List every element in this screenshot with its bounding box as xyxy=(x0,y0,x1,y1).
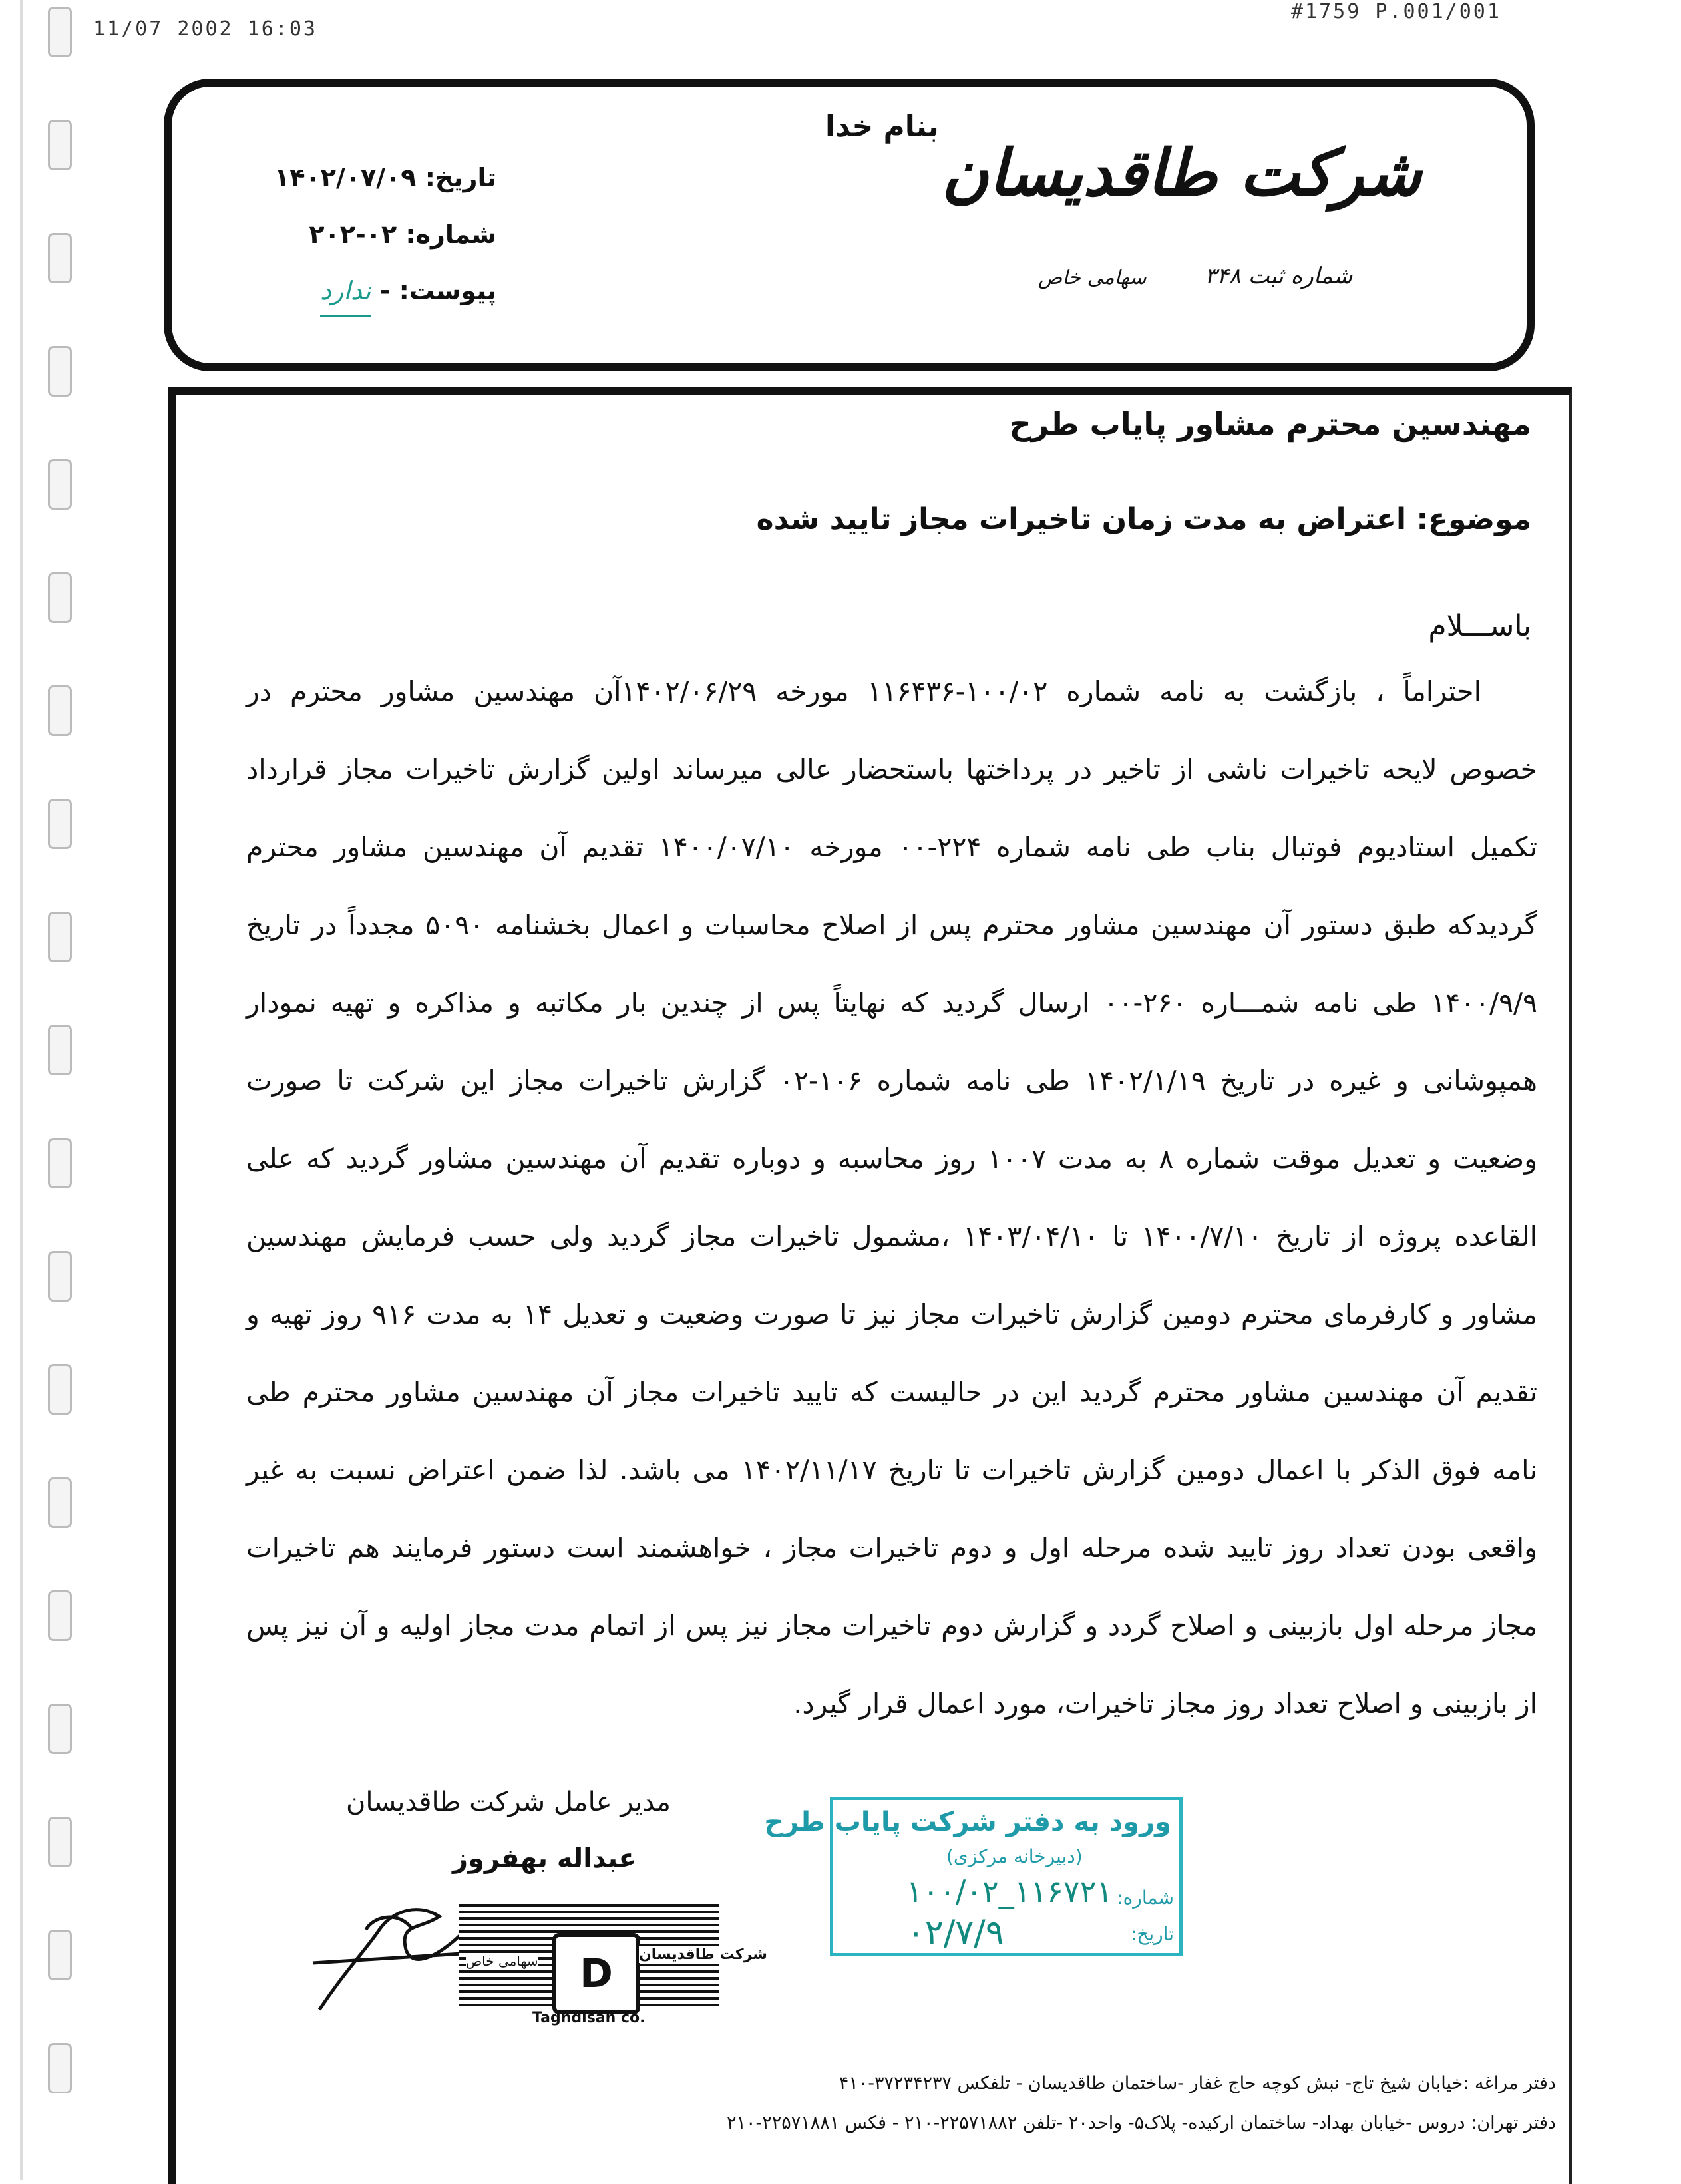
date-value: ۱۴۰۲/۰۷/۰۹ xyxy=(274,163,417,192)
binder-hole xyxy=(48,685,72,736)
binder-hole xyxy=(48,459,72,510)
binder-hole xyxy=(48,912,72,962)
binder-hole xyxy=(48,1364,72,1415)
fax-page-info: #1759 P.001/001 xyxy=(1291,0,1501,23)
seal-text-en: Taghdisan co. xyxy=(532,2010,646,2026)
seal-text-type: سهامی خاص xyxy=(466,1953,538,1969)
binder-hole xyxy=(48,233,72,283)
paragraph-line: احتراماً ، بازگشت به نامه شماره ۱۰۰/۰۲-۱۱۶۴۳۶ مورخه ۱۴۰۲/۰۶/۲۹آن مهندسین مشاور محترم در xyxy=(246,675,1481,707)
attachment-value: ندارد xyxy=(320,276,371,317)
paragraph-line: تکمیل استادیوم فوتبال بناب طی نامه شماره ۲۲۴-۰۰ مورخه ۱۴۰۰/۰۷/۱۰ تقدیم آن مهندسین مشاور محترم xyxy=(246,831,1537,863)
binder-hole xyxy=(48,1477,72,1528)
fax-datetime: 11/07 2002 16:03 xyxy=(93,17,317,41)
number-value: ۰۲-۲۰۲ xyxy=(309,220,397,249)
paragraph-line: ۱۴۰۰/۹/۹ طی نامه شمـــاره ۲۶۰-۰۰ ارسال گردید که نهایتاً پس از چندین بار مکاتبه و مذاکره و تهیه نمودار xyxy=(246,987,1537,1019)
footer-maragheh-office: دفتر مراغه :خیابان شیخ تاج- نبش کوچه حاج غفار -ساختمان طاقدیسان - تلفکس ۳۷۲۳۴۲۳۷-۴۱۰ xyxy=(839,2073,1556,2093)
binder-hole xyxy=(48,572,72,623)
binder-hole xyxy=(48,2043,72,2093)
letter-number xyxy=(309,220,496,249)
number-label: شماره: xyxy=(405,220,496,249)
paragraph-line: تقدیم آن مهندسین مشاور محترم گردید این در حالیست که تایید تاخیرات مجاز آن مهندسین مشاور محترم طی xyxy=(246,1376,1537,1408)
paragraph-line: نامه فوق الذکر با اعمال دومین گزارش تاخیرات تا تاریخ ۱۴۰۲/۱۱/۱۷ می باشد. لذا ضمن اعتراض نسبت به غیر xyxy=(246,1454,1537,1486)
binder-hole xyxy=(48,1590,72,1641)
signature-icon xyxy=(306,1890,479,2023)
page-edge xyxy=(20,0,23,2180)
company-seal xyxy=(459,1900,767,2033)
paragraph-line: مجاز مرحله اول بازبینی و اصلاح گردد و گزارش دوم تاخیرات مجاز نیز پس از اتمام مدت مجاز اولیه و آن نیز پس xyxy=(246,1610,1537,1642)
stamp-subtitle: (دبیرخانه مرکزی) xyxy=(946,1845,1083,1867)
received-stamp xyxy=(764,1797,1183,1956)
binder-hole xyxy=(48,1930,72,1980)
stamp-date-label: تاریخ: xyxy=(1130,1923,1174,1945)
paragraph-line: القاعده پروژه از تاریخ ۱۴۰۰/۷/۱۰ تا ۱۴۰۳/۰۴/۱۰ ،مشمول تاخیرات مجاز گردید ولی حسب فرمایش مهندسین xyxy=(246,1220,1537,1252)
binder-hole xyxy=(48,1251,72,1302)
seal-logo-icon: D xyxy=(552,1933,640,2014)
paragraph-line: واقعی بودن تعداد روز تایید شده مرحله اول و دوم تاخیرات مجاز ، خواهشمند است دستور فرمایند هم تاخیرات xyxy=(246,1532,1537,1564)
signatory-title: مدیر عامل شرکت طاقدیسان xyxy=(346,1787,671,1817)
subject: موضوع: اعتراض به مدت زمان تاخیرات مجاز تایید شده xyxy=(756,502,1531,536)
signatory-name: عبداله بهفروز xyxy=(453,1843,637,1874)
stamp-number-value: ۱۰۰/۰۲_۱۱۶۷۲۱ xyxy=(906,1873,1113,1909)
binder-hole xyxy=(48,1138,72,1188)
stamp-number-label: شماره: xyxy=(1117,1887,1174,1909)
date-label: تاریخ: xyxy=(425,163,496,192)
letter-date xyxy=(274,163,496,192)
company-type: سهامی خاص xyxy=(1038,266,1147,289)
binder-hole xyxy=(48,799,72,849)
binder-hole xyxy=(48,346,72,397)
paragraph-line: خصوص لایحه تاخیرات ناشی از تاخیر در پرداختها باستحضار عالی میرساند اولین گزارش تاخیرات مجاز قرارداد xyxy=(246,753,1537,785)
paragraph-line: مشاور و کارفرمای محترم دومین گزارش تاخیرات مجاز نیز تا صورت وضعیت و تعدیل ۱۴ به مدت ۹۱۶ روز تهیه و xyxy=(246,1298,1537,1330)
binder-hole xyxy=(48,1025,72,1075)
binder-hole xyxy=(48,120,72,170)
paragraph-line: همپوشانی و غیره در تاریخ ۱۴۰۲/۱/۱۹ طی نامه شماره ۱۰۶-۰۲ گزارش تاخیرات مجاز این شرکت تا صورت xyxy=(246,1065,1537,1097)
stamp-title: ورود به دفتر شرکت پایاب طرح xyxy=(764,1807,1171,1837)
binder-hole xyxy=(48,7,72,57)
letter-attachment xyxy=(320,276,496,305)
company-logo-text: شرکت طاقدیسان xyxy=(942,135,1421,210)
recipient: مهندسین محترم مشاور پایاب طرح xyxy=(1009,406,1531,442)
attachment-label: پیوست: - xyxy=(379,276,496,305)
binder-hole xyxy=(48,1704,72,1754)
seal-text-fa: شرکت طاقدیسان xyxy=(639,1946,767,1963)
basmala: بنام خدا xyxy=(825,110,939,144)
stamp-date-value: ۰۲/۷/۹ xyxy=(906,1913,1004,1953)
paragraph-line: وضعیت و تعدیل موقت شماره ۸ به مدت ۱۰۰۷ روز محاسبه و دوباره تقدیم آن مهندسین مشاور گردید که علی xyxy=(246,1143,1537,1175)
footer-tehran-office: دفتر تهران: دروس -خیابان بهداد- ساختمان ارکیده- پلاک۵- واحد۲۰ -تلفن ۲۲۵۷۱۸۸۲-۲۱۰ - فکس ۲۲۵۷۱۸۸۱-۲۱۰ xyxy=(726,2113,1556,2133)
paragraph-line: از بازبینی و اصلاح تعداد روز مجاز تاخیرات، مورد اعمال قرار گیرد. xyxy=(793,1688,1537,1720)
registration-number: شماره ثبت ۳۴۸ xyxy=(1205,263,1353,289)
binder-hole xyxy=(48,1817,72,1867)
salutation: باســـلام xyxy=(1428,609,1531,643)
paragraph-line: گردیدکه طبق دستور آن مهندسین مشاور محترم پس از اصلاح محاسبات و اعمال بخشنامه ۵۰۹۰ مجدداً در تاریخ xyxy=(246,909,1537,941)
